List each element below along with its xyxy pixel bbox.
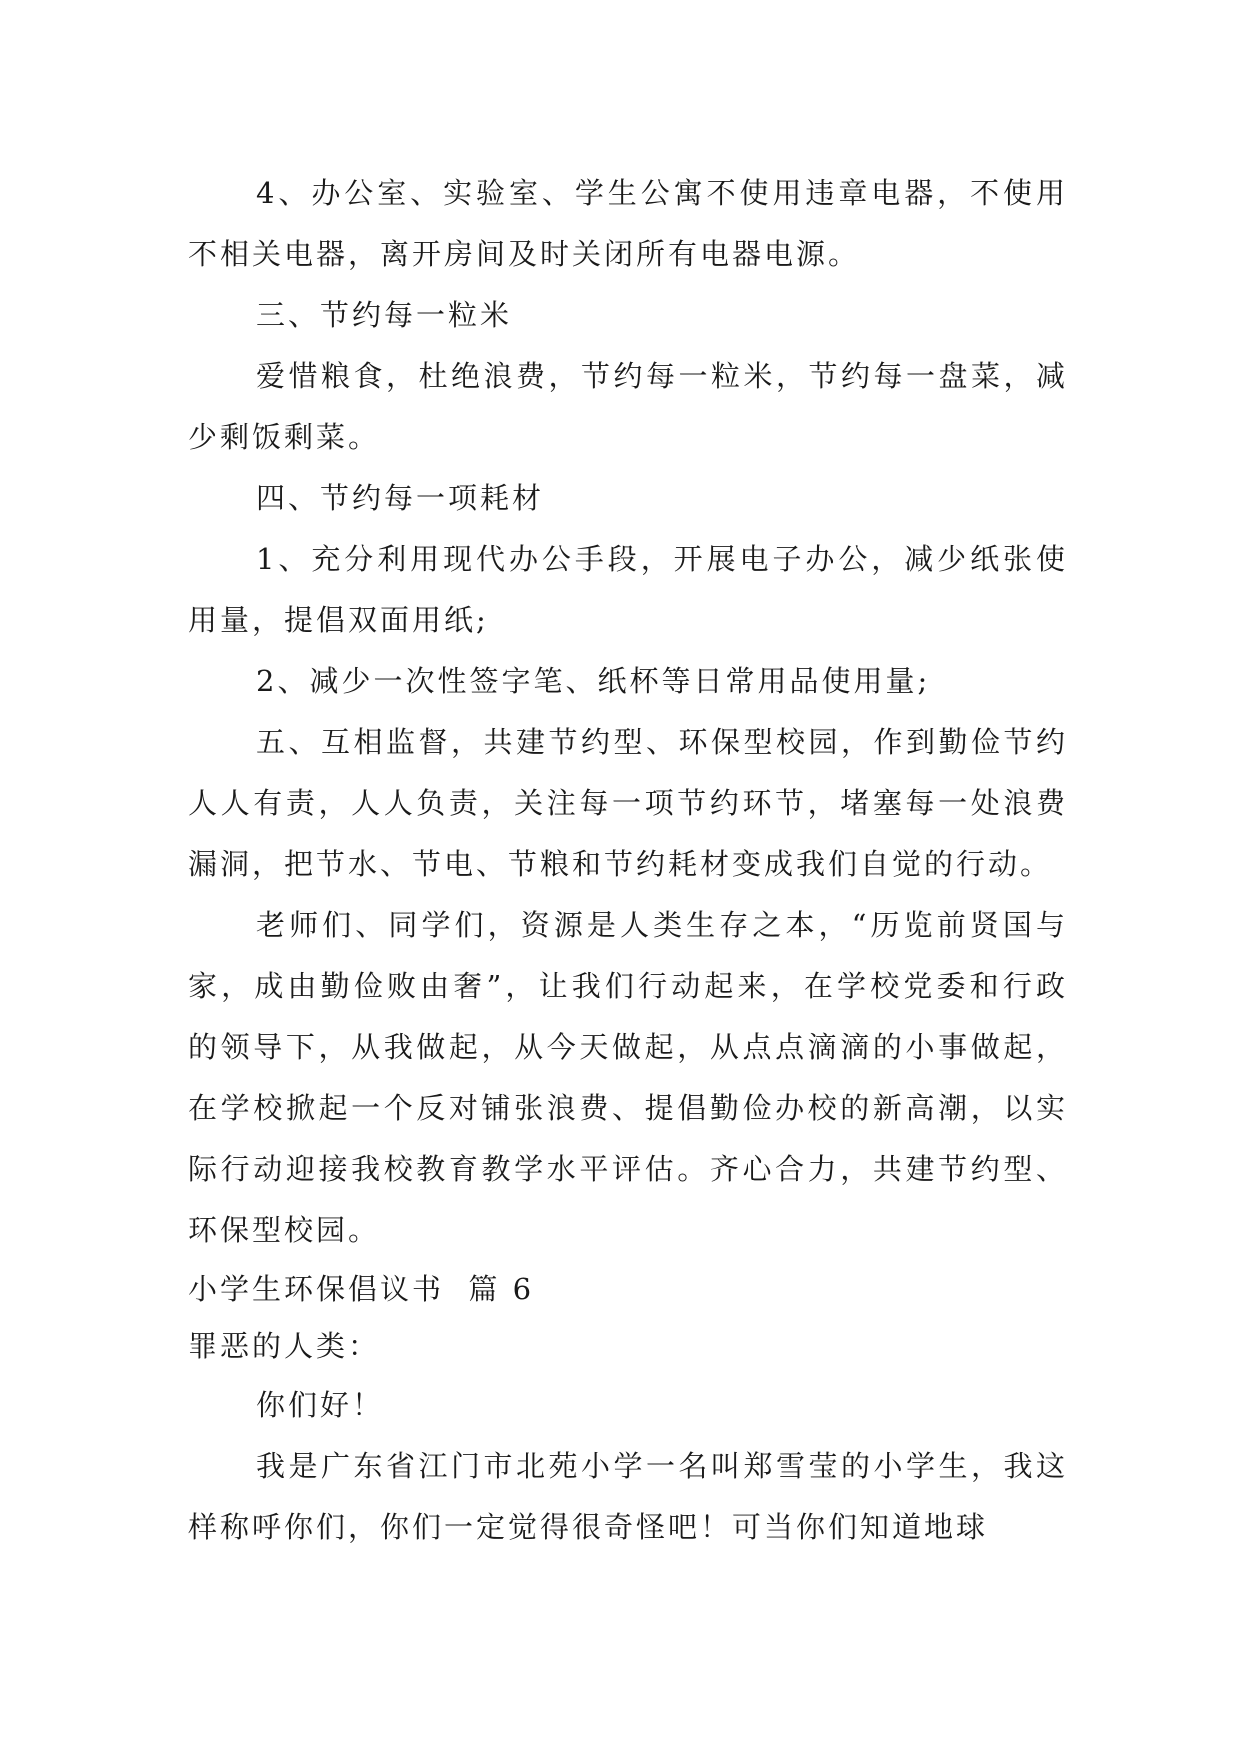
salutation: 罪恶的人类： [188,1329,381,1363]
paragraph-section-5: 五、互相监督，共建节约型、环保型校园，作到勤俭节约人人有责，人人负责，关注每一项节约环节，堵塞每一处浪费漏洞，把节水、节电、节粮和节约耗材变成我们自觉的行动。 [188,725,1068,881]
section-heading-3: 三、节约每一粒米 [256,298,513,332]
paragraph-item-2: 2、减少一次性签字笔、纸杯等日常用品使用量; [256,664,931,698]
paragraph-item-4: 4、办公室、实验室、学生公寓不使用违章电器，不使用不相关电器，离开房间及时关闭所有电器电源。 [188,176,1068,271]
paragraph-closing-appeal: 老师们、同学们，资源是人类生存之本，“历览前贤国与家，成由勤俭败由奢”，让我们行动起来，在学校党委和行政的领导下，从我做起，从今天做起，从点点滴滴的小事做起，在学校掀起一个反对铺张浪费、提倡勤俭办校的新高潮，以实际行动迎接我校教育教学水平评估。齐心合力，共建节约型、环保型校园。 [188,908,1068,1247]
document-body [188,163,1068,1558]
greeting: 你们好！ [256,1388,385,1422]
article-title: 小学生环保倡议书 篇 6 [188,1272,535,1306]
paragraph-save-food: 爱惜粮食，杜绝浪费，节约每一粒米，节约每一盘菜，减少剩饭剩菜。 [188,359,1068,454]
paragraph-intro: 我是广东省江门市北苑小学一名叫郑雪莹的小学生，我这样称呼你们，你们一定觉得很奇怪吧！可当你们知道地球 [188,1449,1068,1544]
paragraph-item-1: 1、充分利用现代办公手段，开展电子办公，减少纸张使用量，提倡双面用纸; [188,542,1068,637]
section-heading-4: 四、节约每一项耗材 [256,481,545,515]
